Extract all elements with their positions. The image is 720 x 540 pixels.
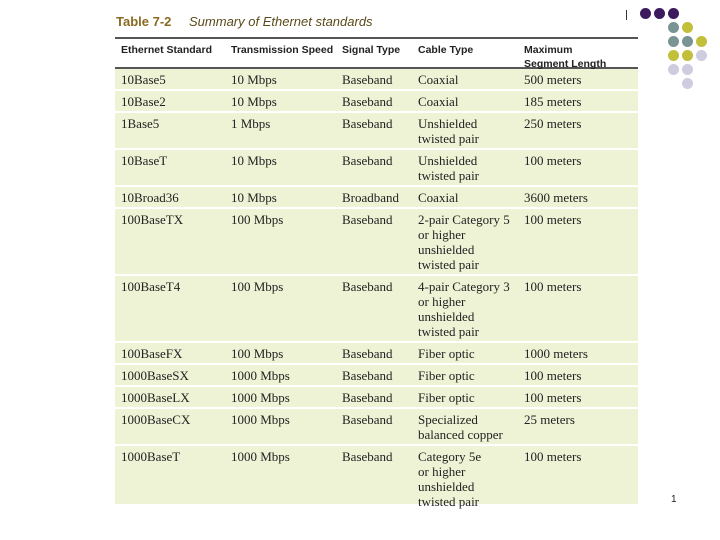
dot-lavender-icon xyxy=(682,78,693,89)
cell-speed: 1000 Mbps xyxy=(231,390,290,405)
col-ethernet-standard: Ethernet Standard xyxy=(121,44,213,56)
table-number: Table 7-2 xyxy=(116,14,172,29)
cell-speed: 1000 Mbps xyxy=(231,449,290,464)
cell-signal: Baseband xyxy=(342,390,393,405)
cell-signal: Baseband xyxy=(342,412,393,427)
cell-signal: Broadband xyxy=(342,190,400,205)
dot-olive-icon xyxy=(696,36,707,47)
dot-teal-icon xyxy=(668,36,679,47)
cell-cable: Coaxial xyxy=(418,190,459,205)
cell-signal: Baseband xyxy=(342,279,393,294)
cell-standard: 1000BaseT xyxy=(121,449,181,464)
table-row xyxy=(115,365,638,387)
cell-standard: 1000BaseLX xyxy=(121,390,190,405)
cell-signal: Baseband xyxy=(342,449,393,464)
header-tick-mark xyxy=(626,10,627,20)
table-body xyxy=(115,69,638,509)
table-caption xyxy=(116,14,373,29)
table-row xyxy=(115,276,638,343)
cell-standard: 10Base5 xyxy=(121,72,166,87)
cell-standard: 1000BaseCX xyxy=(121,412,191,427)
cell-cable: 2-pair Category 5 or higher unshielded twisted pair xyxy=(418,212,510,272)
dot-lavender-icon xyxy=(682,64,693,75)
col-cable-type: Cable Type xyxy=(418,44,474,56)
cell-signal: Baseband xyxy=(342,116,393,131)
cell-length: 3600 meters xyxy=(524,190,588,205)
cell-standard: 100BaseTX xyxy=(121,212,184,227)
cell-cable: Fiber optic xyxy=(418,368,475,383)
cell-length: 100 meters xyxy=(524,390,582,405)
cell-speed: 100 Mbps xyxy=(231,346,284,361)
cell-cable: Coaxial xyxy=(418,72,459,87)
cell-signal: Baseband xyxy=(342,72,393,87)
cell-cable: Unshielded twisted pair xyxy=(418,153,480,183)
table-row xyxy=(115,91,638,113)
cell-speed: 1 Mbps xyxy=(231,116,271,131)
cell-signal: Baseband xyxy=(342,368,393,383)
col-signal-type: Signal Type xyxy=(342,44,401,56)
cell-length: 250 meters xyxy=(524,116,582,131)
cell-speed: 1000 Mbps xyxy=(231,412,290,427)
col-max-segment-length: Maximum Segment Length xyxy=(524,44,607,70)
cell-standard: 1Base5 xyxy=(121,116,160,131)
cell-cable: Coaxial xyxy=(418,94,459,109)
cell-length: 500 meters xyxy=(524,72,582,87)
cell-speed: 1000 Mbps xyxy=(231,368,290,383)
dot-purple-icon xyxy=(668,8,679,19)
cell-standard: 100BaseFX xyxy=(121,346,183,361)
dot-lavender-icon xyxy=(696,50,707,61)
table-row xyxy=(115,446,638,509)
dot-teal-icon xyxy=(682,36,693,47)
cell-length: 100 meters xyxy=(524,212,582,227)
cell-standard: 1000BaseSX xyxy=(121,368,189,383)
dot-purple-icon xyxy=(654,8,665,19)
dot-teal-icon xyxy=(668,22,679,33)
table-row xyxy=(115,209,638,276)
dot-purple-icon xyxy=(640,8,651,19)
cell-cable: Category 5e or higher unshielded twisted pair xyxy=(418,449,482,509)
cell-standard: 100BaseT4 xyxy=(121,279,181,294)
cell-length: 1000 meters xyxy=(524,346,588,361)
cell-length: 100 meters xyxy=(524,368,582,383)
decorative-dot-grid xyxy=(640,8,716,100)
cell-length: 100 meters xyxy=(524,279,582,294)
cell-cable: Fiber optic xyxy=(418,346,475,361)
cell-speed: 10 Mbps xyxy=(231,72,277,87)
cell-length: 25 meters xyxy=(524,412,575,427)
dot-olive-icon xyxy=(682,22,693,33)
table-row xyxy=(115,69,638,91)
table-header xyxy=(115,37,638,69)
table-row xyxy=(115,343,638,365)
cell-standard: 10Base2 xyxy=(121,94,166,109)
cell-cable: Fiber optic xyxy=(418,390,475,405)
cell-signal: Baseband xyxy=(342,346,393,361)
dot-lavender-icon xyxy=(668,64,679,75)
cell-standard: 10BaseT xyxy=(121,153,168,168)
ethernet-standards-table xyxy=(115,37,638,509)
cell-signal: Baseband xyxy=(342,153,393,168)
dot-olive-icon xyxy=(668,50,679,61)
table-row xyxy=(115,187,638,209)
cell-length: 100 meters xyxy=(524,449,582,464)
cell-speed: 10 Mbps xyxy=(231,190,277,205)
cell-speed: 10 Mbps xyxy=(231,94,277,109)
cell-cable: 4-pair Category 3 or higher unshielded twisted pair xyxy=(418,279,510,339)
table-row xyxy=(115,150,638,187)
page-number: 1 xyxy=(671,494,677,505)
cell-cable: Specialized balanced copper xyxy=(418,412,503,442)
cell-length: 100 meters xyxy=(524,153,582,168)
cell-signal: Baseband xyxy=(342,94,393,109)
table-title: Summary of Ethernet standards xyxy=(189,14,373,29)
dot-olive-icon xyxy=(682,50,693,61)
cell-speed: 10 Mbps xyxy=(231,153,277,168)
table-row xyxy=(115,113,638,150)
cell-standard: 10Broad36 xyxy=(121,190,179,205)
cell-length: 185 meters xyxy=(524,94,582,109)
table-row xyxy=(115,409,638,446)
cell-cable: Unshielded twisted pair xyxy=(418,116,480,146)
cell-speed: 100 Mbps xyxy=(231,212,284,227)
table-row xyxy=(115,387,638,409)
col-transmission-speed: Transmission Speed xyxy=(231,44,334,56)
cell-signal: Baseband xyxy=(342,212,393,227)
cell-speed: 100 Mbps xyxy=(231,279,284,294)
